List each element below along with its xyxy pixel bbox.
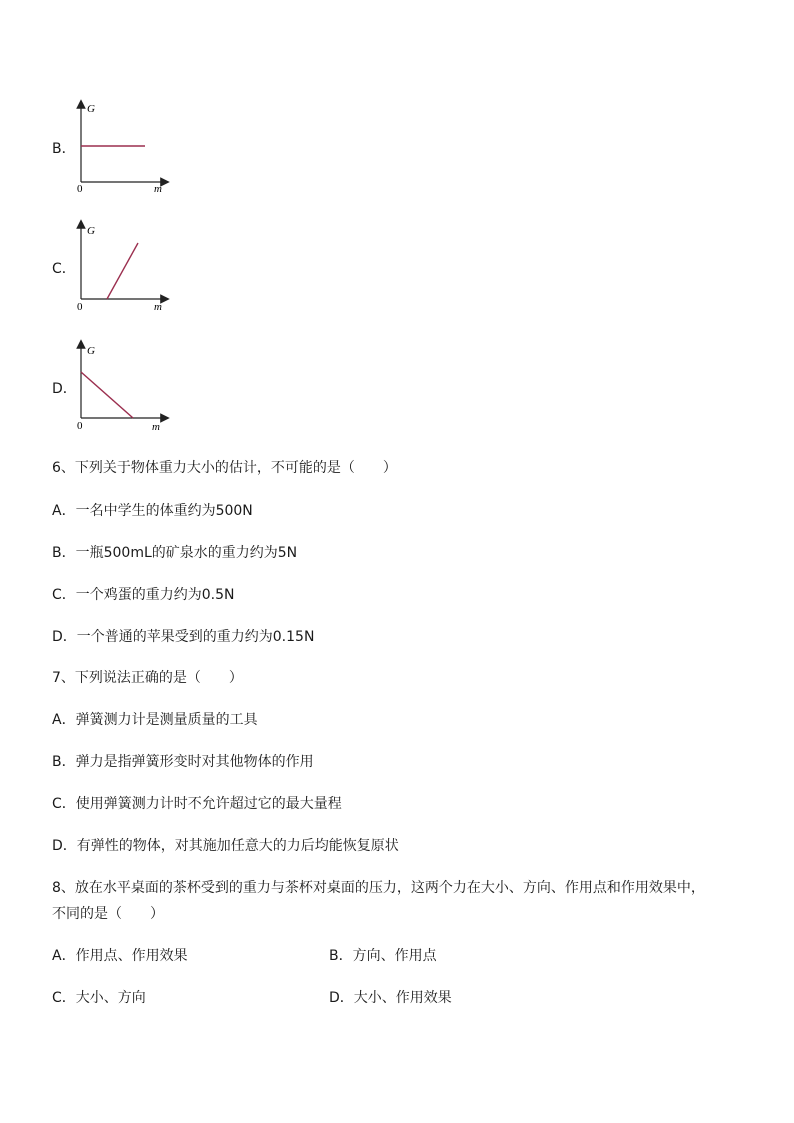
question-8-option-a: A．作用点、作用效果 bbox=[52, 948, 188, 964]
origin-label: 0 bbox=[77, 183, 83, 195]
y-axis-label: G bbox=[87, 103, 95, 115]
graph-line bbox=[107, 243, 138, 299]
x-axis-label: m bbox=[154, 183, 162, 195]
question-7-option-c: C．使用弹簧测力计时不允许超过它的最大量程 bbox=[52, 796, 342, 812]
question-6-stem: 6、下列关于物体重力大小的估计，不可能的是（ ） bbox=[52, 460, 397, 476]
question-6-option-d: D．一个普通的苹果受到的重力约为0.15N bbox=[52, 629, 315, 645]
question-6-option-b: B．一瓶500mL的矿泉水的重力约为5N bbox=[52, 545, 298, 561]
option-c-label: C． bbox=[52, 261, 76, 277]
question-8-option-b: B．方向、作用点 bbox=[329, 948, 437, 964]
question-7-stem: 7、下列说法正确的是（ ） bbox=[52, 670, 243, 686]
question-8-stem-line2: 不同的是（ ） bbox=[52, 906, 164, 922]
option-d-label: D． bbox=[52, 381, 77, 397]
question-8-option-c: C．大小、方向 bbox=[52, 990, 146, 1006]
question-7-option-a: A．弹簧测力计是测量质量的工具 bbox=[52, 712, 258, 728]
y-axis-label: G bbox=[87, 345, 95, 357]
graph-c bbox=[70, 220, 180, 315]
origin-label: 0 bbox=[77, 301, 83, 313]
question-7-option-b: B．弹力是指弹簧形变时对其他物体的作用 bbox=[52, 754, 314, 770]
x-axis-label: m bbox=[152, 421, 160, 433]
graph-d bbox=[70, 340, 180, 435]
question-8-option-d: D．大小、作用效果 bbox=[329, 990, 452, 1006]
question-6-option-a: A．一名中学生的体重约为500N bbox=[52, 503, 253, 519]
graph-line bbox=[81, 372, 133, 418]
y-axis-label: G bbox=[87, 225, 95, 237]
question-8-stem-line1: 8、放在水平桌面的茶杯受到的重力与茶杯对桌面的压力，这两个力在大小、方向、作用点和作用效果中， bbox=[52, 880, 705, 896]
x-axis-label: m bbox=[154, 301, 162, 313]
origin-label: 0 bbox=[77, 420, 83, 432]
question-6-option-c: C．一个鸡蛋的重力约为0.5N bbox=[52, 587, 235, 603]
graph-b bbox=[70, 100, 180, 195]
question-7-option-d: D．有弹性的物体，对其施加任意大的力后均能恢复原状 bbox=[52, 838, 399, 854]
option-b-label: B． bbox=[52, 141, 76, 157]
